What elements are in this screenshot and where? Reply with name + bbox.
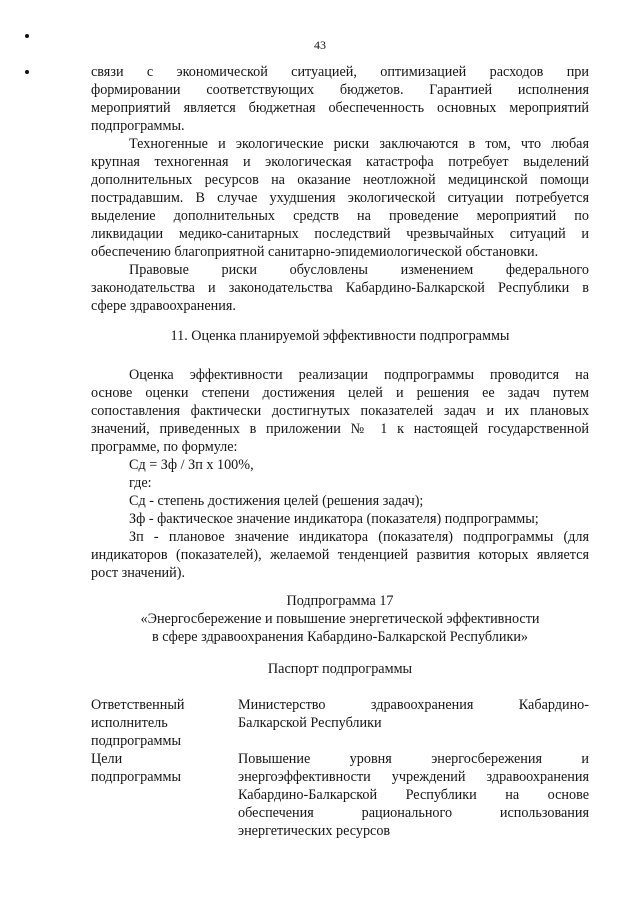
subprogram-number: Подпрограмма 17 [286,593,394,609]
text-line: сфере здравоохранения. [91,298,236,314]
page-number: 43 [314,38,326,52]
text-line: законодательства и законодательства Кабардино-Балкарской Республики в [91,280,589,296]
text-line: основе оценки степени достижения целей и решения ее задач путем [91,385,589,401]
label-line: Ответственный [91,697,185,713]
text-line: индикаторов (показателей), желаемой тенденцией развития которых является [91,547,589,563]
text-line: рост значений). [91,565,185,581]
value-line: Повышение уровня энергосбережения и [238,751,589,767]
text-line: Техногенные и экологические риски заключаются в том, что любая [129,136,589,152]
formula-definition-sd: Сд - степень достижения целей (решения задач); [129,493,424,509]
text-line: Правовые риски обусловлены изменением федерального [129,262,589,278]
passport-table [91,696,589,840]
paragraph-legal-risks [91,261,589,315]
label-line: Цели [91,751,123,767]
passport-label [91,750,238,840]
subprogram-title-block [91,592,589,646]
passport-heading: Паспорт подпрограммы [267,661,413,677]
passport-row-executor [91,696,589,750]
formula-definition-zp: Зп - плановое значение индикатора (показателя) подпрограммы (для [129,529,589,545]
text-line: обеспечению благоприятной санитарно-эпидемиологической обстановки. [91,244,539,260]
text-line: Оценка эффективности реализации подпрограммы проводится на [129,367,589,383]
text-line: ликвидации медико-санитарных последствий чрезвычайных ситуаций и [91,226,589,242]
label-line: исполнитель [91,715,168,731]
subprogram-title: в сфере здравоохранения Кабардино-Балкарской Республики» [151,629,529,645]
text-line: дополнительных ресурсов на оказание неотложной медицинской помощи [91,172,589,188]
value-line: энергетических ресурсов [238,823,391,839]
text-line: формировании соответствующих бюджетов. Гарантией исполнения [91,82,589,98]
text-line: сопоставления фактически достигнутых показателей задач и их плановых [91,403,589,419]
passport-label [91,696,238,750]
subprogram-title: «Энергосбережение и повышение энергетической эффективности [140,611,540,627]
section-heading: 11. Оценка планируемой эффективности подпрограммы [170,328,510,344]
text-line: значений, приведенных в приложении № 1 к настоящей государственной [91,421,589,437]
text-line: подпрограммы. [91,118,185,134]
margin-mark [25,70,29,74]
value-line: Кабардино-Балкарской Республики на основе [238,787,589,803]
formula-equation: Сд = Зф / Зп x 100%, [129,457,254,473]
formula-where: где: [129,475,152,491]
passport-value [238,696,589,750]
formula-definition-zf: Зф - фактическое значение индикатора (показателя) подпрограммы; [129,511,539,527]
value-line: обеспечения рационального использования [238,805,589,821]
label-line: подпрограммы [91,733,181,749]
formula-block [91,456,589,582]
text-line: крупная техногенная и экологическая катастрофа потребует выделений [91,154,589,170]
paragraph-budget-risks [91,63,589,135]
text-line: программе, по формуле: [91,439,238,455]
text-line: мероприятий является бюджетная обеспеченность основных мероприятий [91,100,589,116]
value-line: Балкарской Республики [238,715,382,731]
value-line: энергоэффективности учреждений здравоохранения [238,769,589,785]
paragraph-technogenic-risks [91,135,589,261]
text-line: связи с экономической ситуацией, оптимизацией расходов при [91,64,589,80]
text-line: выделение дополнительных средств на проведение мероприятий по [91,208,589,224]
passport-row-goals [91,750,589,840]
paragraph-efficiency-evaluation [91,366,589,456]
passport-value [238,750,589,840]
label-line: подпрограммы [91,769,181,785]
text-line: пострадавшим. В случае ухудшения экологической ситуации потребуется [91,190,589,206]
value-line: Министерство здравоохранения Кабардино- [238,697,589,713]
